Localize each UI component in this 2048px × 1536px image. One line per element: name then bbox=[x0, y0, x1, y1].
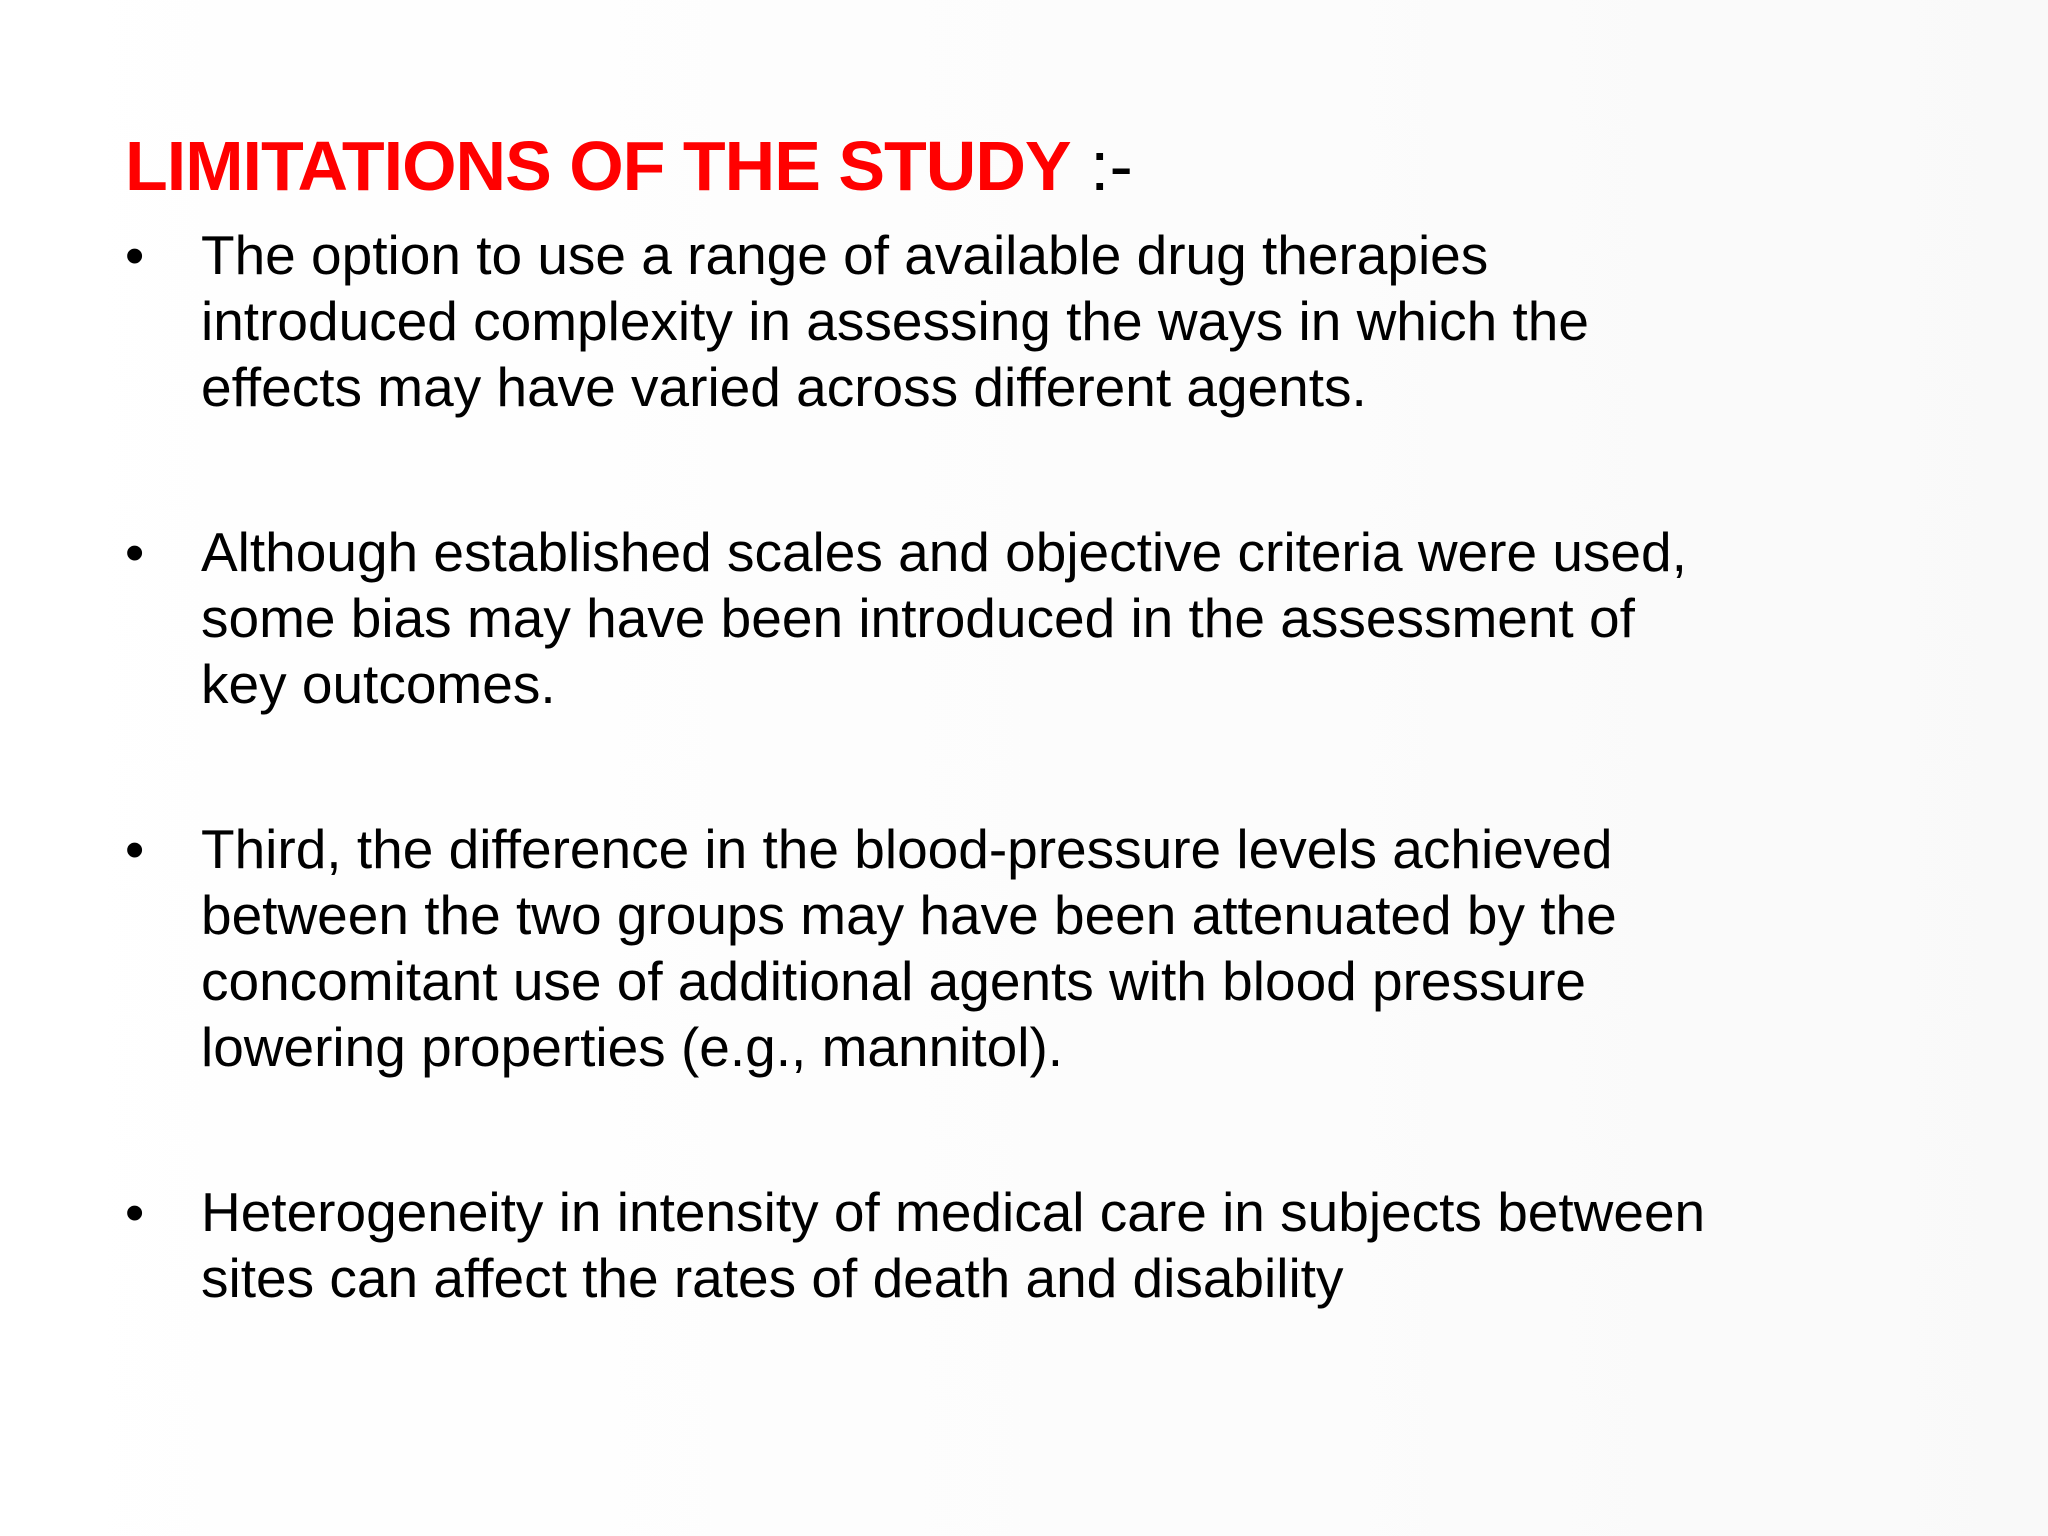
bullet-marker: • bbox=[125, 224, 145, 286]
limitation-item-drug-therapies bbox=[125, 222, 1985, 420]
limitation-text-line: sites can affect the rates of death and disability bbox=[201, 1247, 1344, 1309]
bullet-marker: • bbox=[125, 521, 145, 583]
limitation-item-assessment-bias bbox=[125, 519, 1985, 717]
slide-title-main: LIMITATIONS OF THE STUDY bbox=[125, 127, 1071, 205]
limitation-text-line: Third, the difference in the blood-pressure levels achieved bbox=[201, 818, 1613, 880]
limitation-text-line: Although established scales and objective criteria were used, bbox=[201, 521, 1687, 583]
slide-title-suffix: :- bbox=[1070, 127, 1133, 205]
limitation-text-line: The option to use a range of available drug therapies bbox=[201, 224, 1489, 286]
limitation-text-line: effects may have varied across different agents. bbox=[201, 356, 1367, 418]
slide-title bbox=[125, 118, 1133, 214]
limitation-item-blood-pressure bbox=[125, 816, 1985, 1080]
limitation-text-line: Heterogeneity in intensity of medical care in subjects between bbox=[201, 1181, 1706, 1243]
limitation-text-line: introduced complexity in assessing the ways in which the bbox=[201, 290, 1589, 352]
limitation-text-line: concomitant use of additional agents with blood pressure bbox=[201, 950, 1587, 1012]
limitation-text-line: key outcomes. bbox=[201, 653, 556, 715]
limitation-text-line: lowering properties (e.g., mannitol). bbox=[201, 1016, 1064, 1078]
limitation-text-line: between the two groups may have been attenuated by the bbox=[201, 884, 1617, 946]
limitation-item-medical-care bbox=[125, 1179, 1985, 1311]
limitations-list bbox=[125, 222, 1985, 1311]
bullet-marker: • bbox=[125, 818, 145, 880]
limitation-text-line: some bias may have been introduced in the assessment of bbox=[201, 587, 1635, 649]
bullet-marker: • bbox=[125, 1181, 145, 1243]
